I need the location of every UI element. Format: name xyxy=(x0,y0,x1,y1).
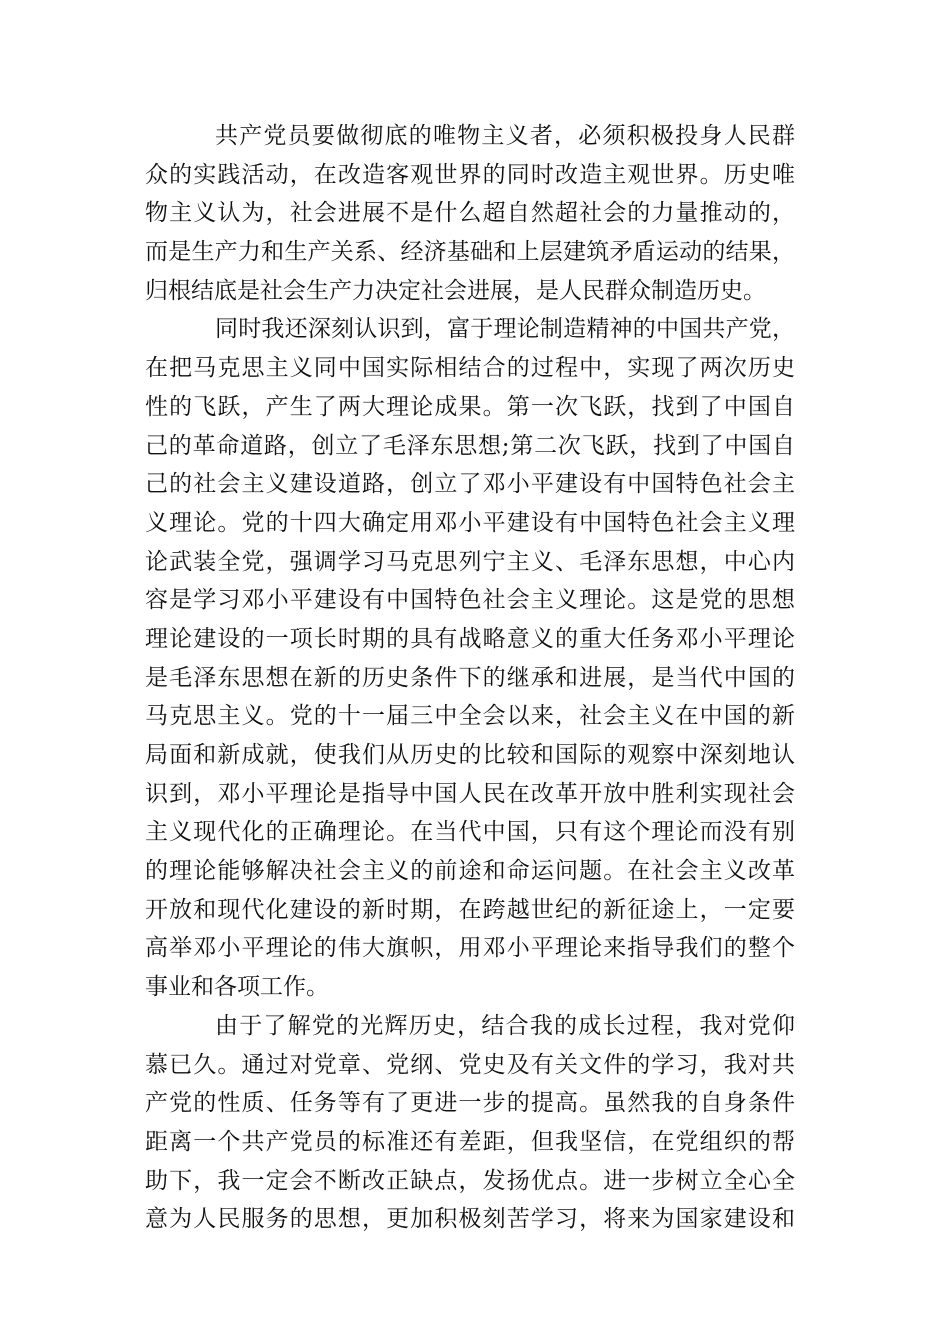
text-line: 在把马克思主义同中国实际相结合的过程中，实现了两次历史 xyxy=(145,355,795,382)
text-line: 识到，邓小平理论是指导中国人民在改革开放中胜利实现社会 xyxy=(145,780,795,807)
text-line: 开放和现代化建设的新时期，在跨越世纪的新征途上，一定要 xyxy=(145,896,795,923)
text-line: 己的社会主义建设道路，创立了邓小平建设有中国特色社会主 xyxy=(145,471,795,498)
text-line: 助下，我一定会不断改正缺点，发扬优点。进一步树立全心全 xyxy=(145,1167,795,1194)
text-line: 容是学习邓小平建设有中国特色社会主义理论。这是党的思想 xyxy=(145,587,795,614)
text-line: 的理论能够解决社会主义的前途和命运问题。在社会主义改革 xyxy=(145,858,795,885)
paragraph-3 xyxy=(145,1007,795,1239)
text-line: 高举邓小平理论的伟大旗帜，用邓小平理论来指导我们的整个 xyxy=(145,935,795,962)
text-line: 理论建设的一项长时期的具有战略意义的重大任务邓小平理论 xyxy=(145,625,795,652)
text-line: 产党的性质、任务等有了更进一步的提高。虽然我的自身条件 xyxy=(145,1090,795,1117)
text-line: 归根结底是社会生产力决定社会进展，是人民群众制造历史。 xyxy=(145,277,766,304)
text-line: 慕已久。通过对党章、党纲、党史及有关文件的学习，我对共 xyxy=(145,1051,795,1078)
text-line: 义理论。党的十四大确定用邓小平建设有中国特色社会主义理 xyxy=(145,509,795,536)
paragraph-1 xyxy=(145,117,795,310)
text-line: 距离一个共产党员的标准还有差距，但我坚信，在党组织的帮 xyxy=(145,1128,795,1155)
paragraph-2 xyxy=(145,310,795,1006)
text-line: 论武装全党，强调学习马克思列宁主义、毛泽东思想，中心内 xyxy=(145,548,795,575)
text-line: 马克思主义。党的十一届三中全会以来，社会主义在中国的新 xyxy=(145,703,795,730)
text-line: 而是生产力和生产关系、经济基础和上层建筑矛盾运动的结果， xyxy=(145,239,795,266)
text-line: 意为人民服务的思想，更加积极刻苦学习，将来为国家建设和 xyxy=(145,1206,795,1233)
text-line: 共产党员要做彻底的唯物主义者，必须积极投身人民群 xyxy=(215,123,795,149)
text-line: 主义现代化的正确理论。在当代中国，只有这个理论而没有别 xyxy=(145,819,795,846)
text-line: 由于了解党的光辉历史，结合我的成长过程，我对党仰 xyxy=(215,1012,795,1039)
text-line: 是毛泽东思想在新的历史条件下的继承和进展，是当代中国的 xyxy=(145,664,795,691)
text-line: 事业和各项工作。 xyxy=(145,974,329,1001)
text-line: 局面和新成就，使我们从历史的比较和国际的观察中深刻地认 xyxy=(145,742,795,768)
text-line: 同时我还深刻认识到，富于理论制造精神的中国共产党， xyxy=(215,316,795,343)
text-line: 己的革命道路，创立了毛泽东思想;第二次飞跃，找到了中国自 xyxy=(145,432,795,459)
text-line: 性的飞跃，产生了两大理论成果。第一次飞跃，找到了中国自 xyxy=(145,393,795,420)
text-line: 众的实践活动，在改造客观世界的同时改造主观世界。历史唯 xyxy=(145,161,795,188)
text-line: 物主义认为，社会进展不是什么超自然超社会的力量推动的， xyxy=(145,200,795,227)
document-page xyxy=(145,117,795,1239)
